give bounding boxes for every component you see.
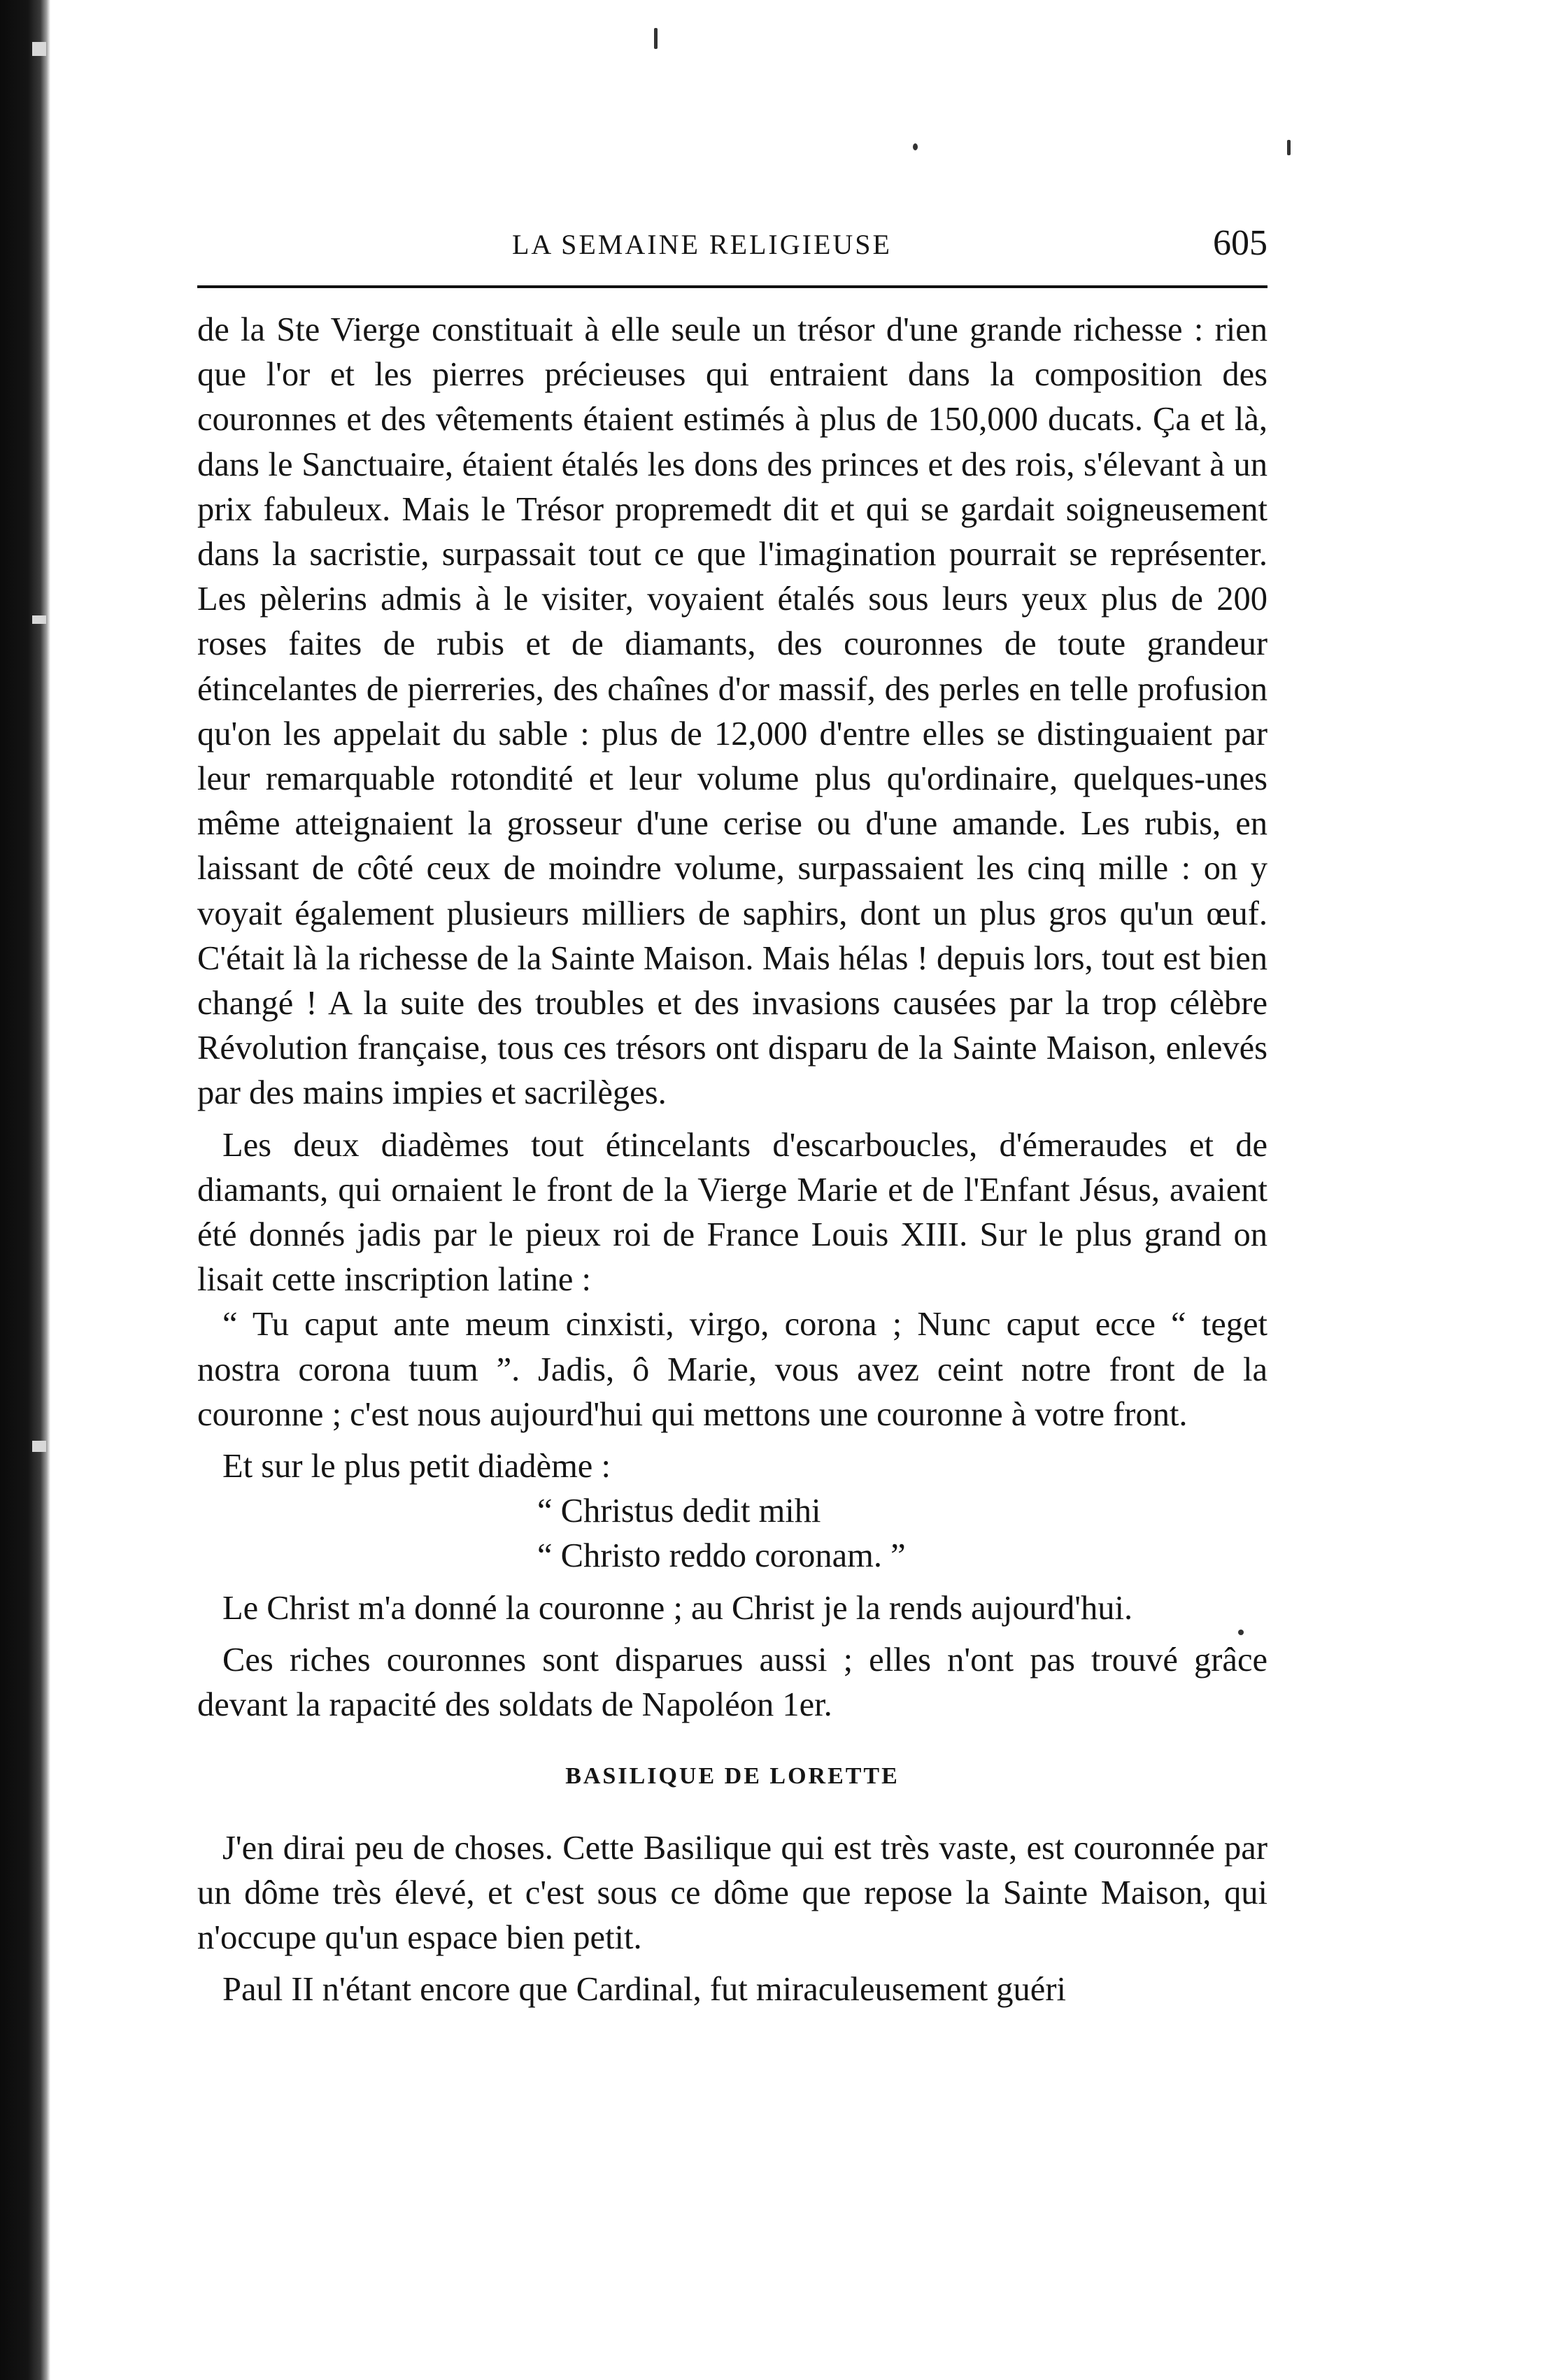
paragraph: Le Christ m'a donné la couronne ; au Christ je la rends aujourd'hui. xyxy=(222,1589,1133,1627)
paragraph: Paul II n'étant encore que Cardinal, fut miraculeusement guéri xyxy=(222,1971,1066,2009)
paragraph: Les deux diadèmes tout étincelants d'escarboucles, d'émeraudes et de diamants, qui ornaient le front de la Vierge Marie et de l'Enfant Jésus, avaient été donnés jadis par le pieux roi de France Louis XIII. Sur le plus grand on lisait cette inscription latine : xyxy=(197,1126,1267,1299)
verse-line: “ Christus dedit mihi xyxy=(537,1492,821,1530)
paragraph: “ Tu caput ante meum cinxisti, virgo, corona ; Nunc caput ecce “ teget nostra corona tuum ”. Jadis, ô Marie, vous avez ceint notre front de la couronne ; c'est nous aujourd'hui qui mettons une couronne à votre front. xyxy=(197,1306,1267,1433)
paragraph: J'en dirai peu de choses. Cette Basilique qui est très vaste, est couronnée par un dôme très élevé, et c'est sous ce dôme que repose la Sainte Maison, qui n'occupe qu'un espace bien petit. xyxy=(197,1829,1267,1956)
running-title: LA SEMAINE RELIGIEUSE xyxy=(512,229,892,260)
section-heading: BASILIQUE DE LORETTE xyxy=(565,1763,900,1790)
page-number: 605 xyxy=(1213,223,1267,263)
paragraph: Ces riches couronnes sont disparues aussi ; elles n'ont pas trouvé grâce devant la rapacité des soldats de Napoléon 1er. xyxy=(197,1641,1267,1724)
book-spine-shadow xyxy=(0,0,50,2380)
paragraph: de la Ste Vierge constituait à elle seule un trésor d'une grande richesse : rien que l'or et les pierres précieuses qui entraient dans la composition des couronnes et des vêtements étaient estimés à plus de 150,000 ducats. Ça et là, dans le Sanctuaire, étaient étalés les dons des princes et des rois, s'élevant à un prix fabuleux. Mais le Trésor propremedt dit et qui se gardait soigneusement dans la sacristie, surpassait tout ce que l'imagination pourrait se représenter. Les pèlerins admis à le visiter, voyaient étalés sous leurs yeux plus de 200 roses faites de rubis et de diamants, des couronnes de toute grandeur étincelantes de pierreries, des chaînes d'or massif, des perles en telle profusion qu'on les appelait du sable : plus de 12,000 d'entre elles se distinguaient par leur remarquable rotondité et leur volume plus qu'ordinaire, quelques-unes même atteignaient la grosseur d'une cerise ou d'une amande. Les rubis, en laissant de côté ceux de moindre volume, surpassaient les cinq mille : on y voyait également plusieurs milliers de saphirs, dont un plus gros qu'un œuf. C'était là la richesse de la Sainte Maison. Mais hélas ! depuis lors, tout est bien changé ! A la suite des troubles et des invasions causées par la trop célèbre Révolution française, tous ces trésors ont disparu de la Sainte Maison, enlevés par des mains impies et sacrilèges. xyxy=(197,311,1267,1112)
spine-highlight xyxy=(32,1441,46,1452)
page-header xyxy=(197,222,1267,271)
spine-highlight xyxy=(32,615,46,624)
print-speck xyxy=(913,143,918,150)
verse-line: “ Christo reddo coronam. ” xyxy=(537,1537,906,1575)
header-rule xyxy=(197,285,1267,288)
page-body xyxy=(197,308,1267,2012)
print-speck xyxy=(1287,140,1291,155)
spine-highlight xyxy=(32,42,46,56)
paragraph: Et sur le plus petit diadème : xyxy=(222,1448,611,1485)
print-speck xyxy=(654,28,658,49)
